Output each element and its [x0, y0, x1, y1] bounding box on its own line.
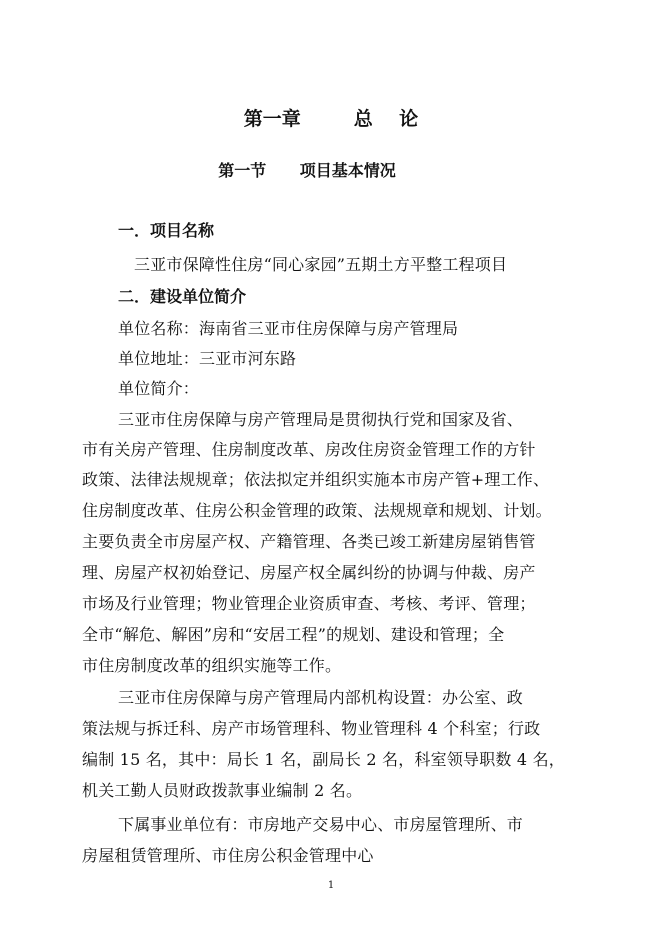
project-name-text: 三亚市保障性住房“同心家园”五期土方平整工程项目 — [134, 255, 508, 274]
paragraph-line: 策法规与拆迁科、房产市场管理科、物业管理科 4 个科室；行政 — [82, 719, 541, 738]
unit-address-line: 单位地址：三亚市河东路 — [118, 349, 297, 368]
paragraph-line: 机关工勤人员财政拨款事业编制 2 名。 — [82, 781, 363, 800]
paragraph-line: 全市“解危、解困”房和“安居工程”的规划、建设和管理；全 — [82, 625, 505, 644]
paragraph-line: 理、房屋产权初始登记、房屋产权全属纠纷的协调与仲裁、房产 — [82, 563, 536, 582]
unit-name-line: 单位名称：海南省三亚市住房保障与房产管理局 — [118, 319, 459, 338]
unit-intro-label: 单位简介： — [118, 379, 200, 398]
paragraph-line: 市住房制度改革的组织实施等工作。 — [82, 656, 342, 675]
paragraph-line: 编制 15 名，其中：局长 1 名，副局长 2 名，科室领导职数 4 名， — [82, 750, 565, 769]
paragraph-line: 市有关房产管理、住房制度改革、房改住房资金管理工作的方针 — [82, 440, 536, 459]
section-title: 第一节 项目基本情况 — [218, 161, 396, 180]
paragraph-line: 住房制度改革、住房公积金管理的政策、法规规章和规划、计划。 — [82, 501, 552, 520]
paragraph-line: 三亚市住房保障与房产管理局是贯彻执行党和国家及省、 — [118, 410, 524, 429]
paragraph-line: 政策、法律法规规章；依法拟定并组织实施本市房产管+理工作、 — [82, 470, 550, 489]
chapter-title: 第一章 总 论 — [243, 108, 419, 130]
paragraph-line: 市场及行业管理；物业管理企业资质审查、考核、考评、管理； — [82, 594, 536, 613]
heading-project-name: 一．项目名称 — [118, 221, 215, 240]
paragraph-line: 房屋租赁管理所、市住房公积金管理中心 — [82, 846, 374, 865]
page-number: 1 — [327, 880, 335, 891]
paragraph-line: 下属事业单位有：市房地产交易中心、市房屋管理所、市 — [118, 815, 524, 834]
paragraph-line: 主要负责全市房屋产权、产籍管理、各类已竣工新建房屋销售管 — [82, 532, 536, 551]
paragraph-line: 三亚市住房保障与房产管理局内部机构设置：办公室、政 — [118, 688, 524, 707]
heading-construction-unit: 二．建设单位简介 — [118, 287, 247, 306]
